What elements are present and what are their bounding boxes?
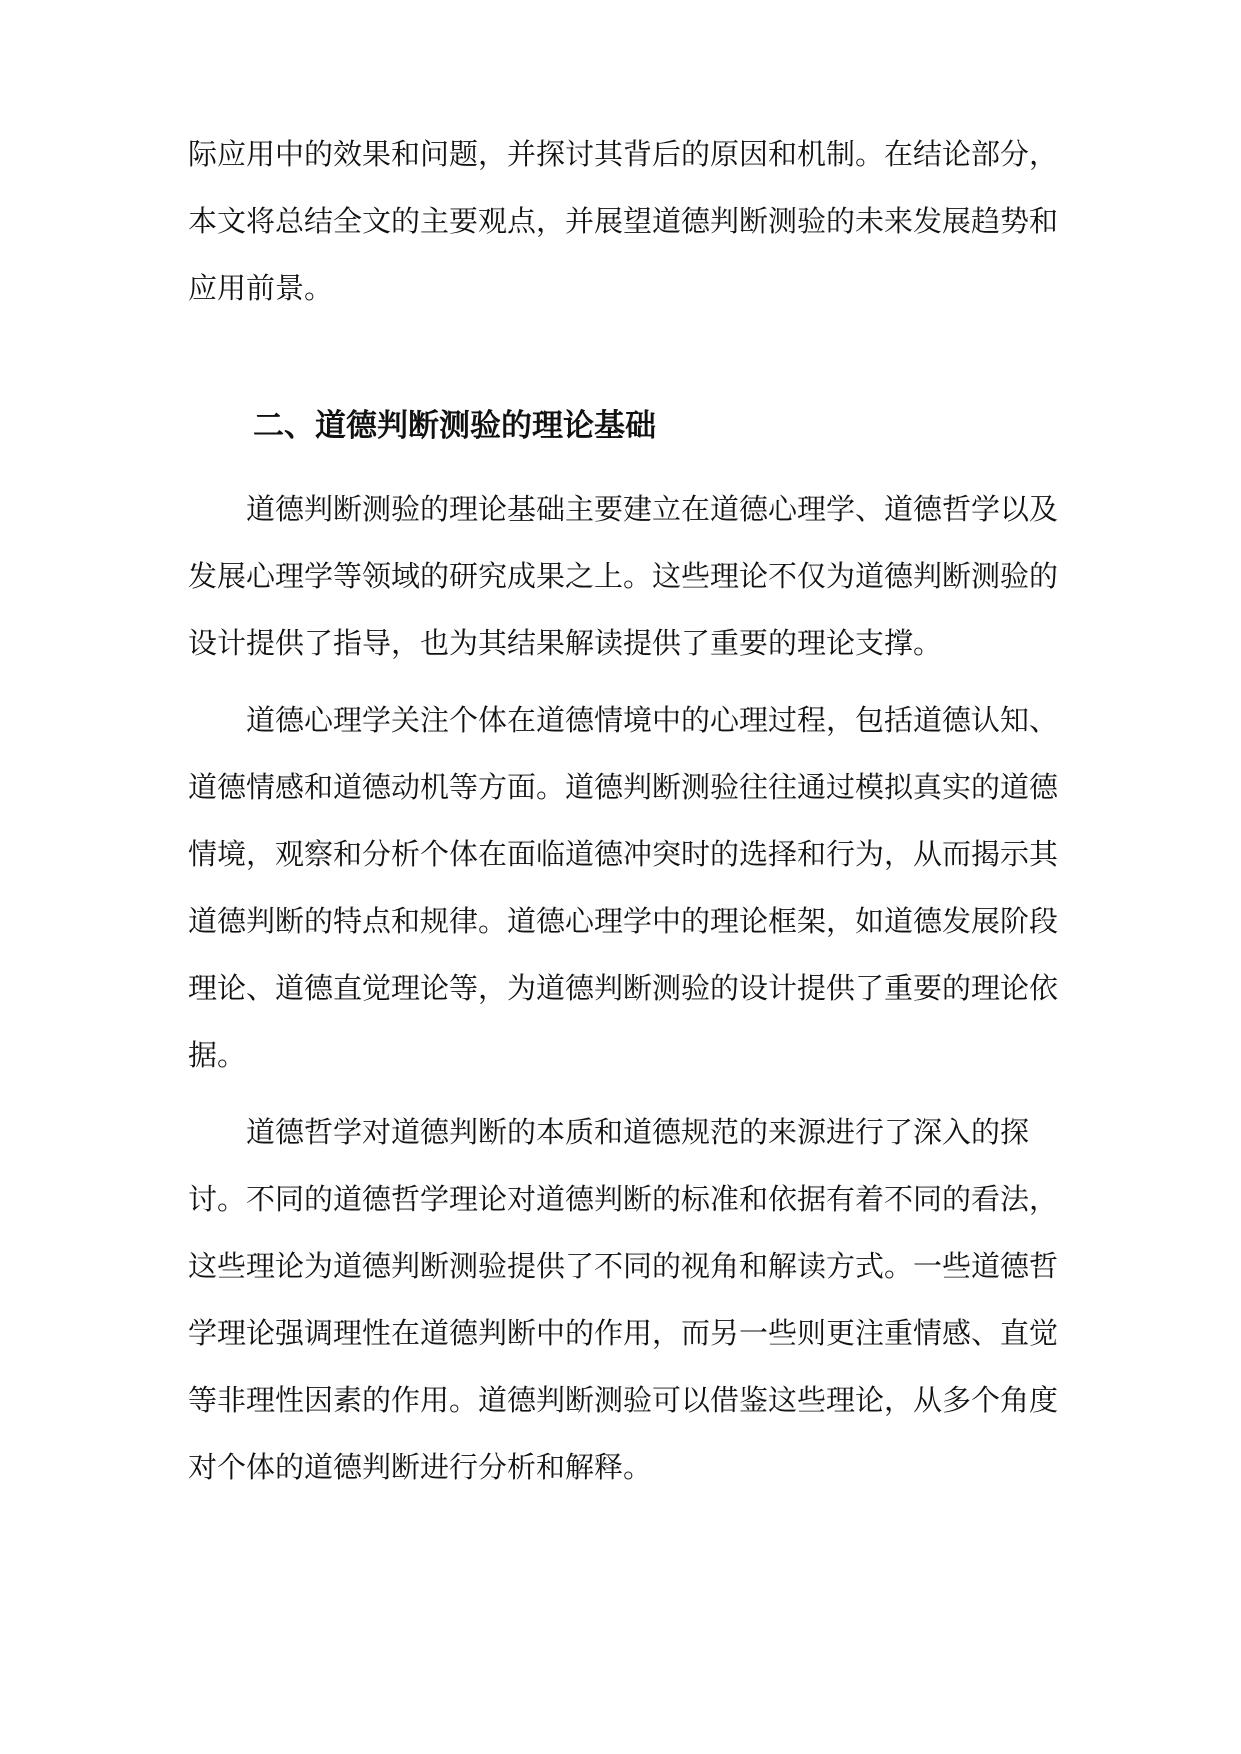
paragraph3-line-1: 道德哲学对道德判断的本质和道德规范的来源进行了深入的探	[246, 1115, 1030, 1149]
paragraph3-line-3: 这些理论为道德判断测验提供了不同的视角和解读方式。一些道德哲	[188, 1249, 1059, 1283]
intro-line-3: 应用前景。	[188, 271, 334, 305]
paragraph3-line-6: 对个体的道德判断进行分析和解释。	[188, 1450, 653, 1484]
paragraph1-line-2: 发展心理学等领域的研究成果之上。这些理论不仅为道德判断测验的	[188, 559, 1059, 593]
paragraph3-line-4: 学理论强调理性在道德判断中的作用，而另一些则更注重情感、直觉	[188, 1316, 1059, 1350]
intro-line-2: 本文将总结全文的主要观点，并展望道德判断测验的未来发展趋势和	[188, 204, 1059, 238]
paragraph2-line-3: 情境，观察和分析个体在面临道德冲突时的选择和行为，从而揭示其	[188, 837, 1059, 871]
paragraph2-line-5: 理论、道德直觉理论等，为道德判断测验的设计提供了重要的理论依	[188, 971, 1059, 1005]
section-heading: 二、道德判断测验的理论基础	[253, 408, 656, 444]
paragraph2-line-6: 据。	[188, 1038, 247, 1072]
paragraph1-line-1: 道德判断测验的理论基础主要建立在道德心理学、道德哲学以及	[246, 492, 1059, 526]
paragraph1-line-3: 设计提供了指导，也为其结果解读提供了重要的理论支撑。	[188, 626, 943, 660]
paragraph2-line-2: 道德情感和道德动机等方面。道德判断测验往往通过模拟真实的道德	[188, 770, 1059, 804]
paragraph2-line-4: 道德判断的特点和规律。道德心理学中的理论框架，如道德发展阶段	[188, 904, 1059, 938]
paragraph3-line-5: 等非理性因素的作用。道德判断测验可以借鉴这些理论，从多个角度	[188, 1383, 1059, 1417]
intro-line-1: 际应用中的效果和问题，并探讨其背后的原因和机制。在结论部分，	[188, 137, 1059, 171]
paragraph2-line-1: 道德心理学关注个体在道德情境中的心理过程，包括道德认知、	[246, 703, 1059, 737]
paragraph3-line-2: 讨。不同的道德哲学理论对道德判断的标准和依据有着不同的看法，	[188, 1182, 1059, 1216]
